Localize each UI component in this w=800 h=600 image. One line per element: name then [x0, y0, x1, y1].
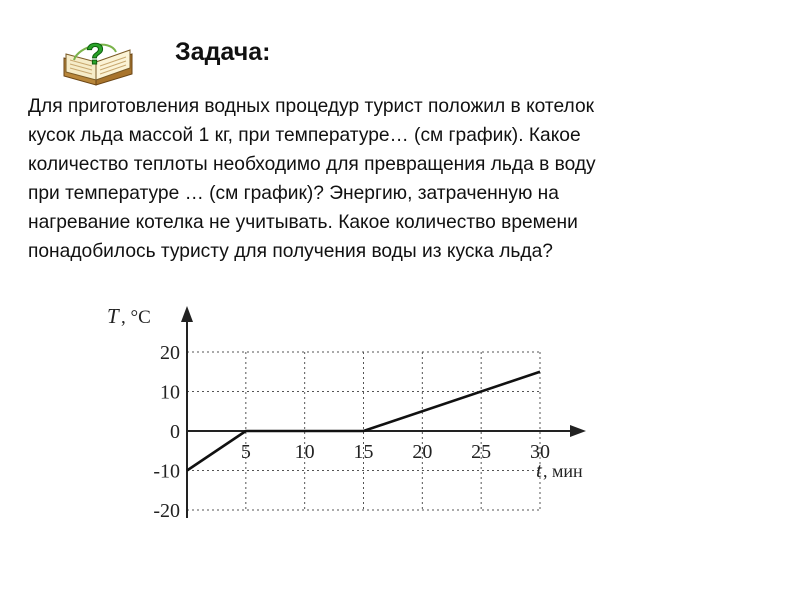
x-axis-title — [536, 458, 583, 482]
x-axis-unit: , мин — [543, 461, 583, 481]
problem-line: Для приготовления водных процедур турист положил в котелок — [28, 96, 595, 117]
y-axis-unit: , °C — [121, 307, 151, 328]
y-tick-label: 0 — [170, 421, 180, 443]
x-axis-symbol: t — [536, 458, 542, 482]
y-tick-label: -10 — [153, 460, 180, 483]
y-axis-title — [107, 304, 151, 328]
x-tick-label: 15 — [353, 441, 374, 463]
problem-line: количество теплоты необходимо для превращения льда в воду — [28, 154, 596, 175]
x-axis-arrow — [570, 425, 586, 437]
svg-text:?: ? — [86, 38, 105, 71]
problem-line: кусок льда массой 1 кг, при температуре… (см график). Какое — [28, 125, 581, 146]
problem-line: при температуре … (см график)? Энергию, затраченную на — [28, 183, 559, 204]
slide-title: Задача: — [175, 38, 271, 66]
x-tick-label: 5 — [240, 441, 251, 463]
x-tick-label: 25 — [471, 441, 492, 463]
x-tick-label: 30 — [530, 441, 550, 463]
y-axis-arrow — [181, 306, 193, 322]
x-tick-label: 10 — [294, 441, 315, 463]
x-tick-label: 20 — [412, 441, 433, 463]
chart-axes — [181, 306, 586, 518]
problem-line: понадобилось туристу для получения воды из куска льда? — [28, 241, 553, 262]
y-axis-symbol: T — [107, 304, 119, 328]
y-tick-label: -20 — [153, 500, 180, 522]
y-tick-label: 20 — [160, 342, 180, 364]
y-tick-label: 10 — [160, 381, 180, 404]
problem-line: нагревание котелка не учитывать. Какое количество времени — [28, 212, 578, 233]
